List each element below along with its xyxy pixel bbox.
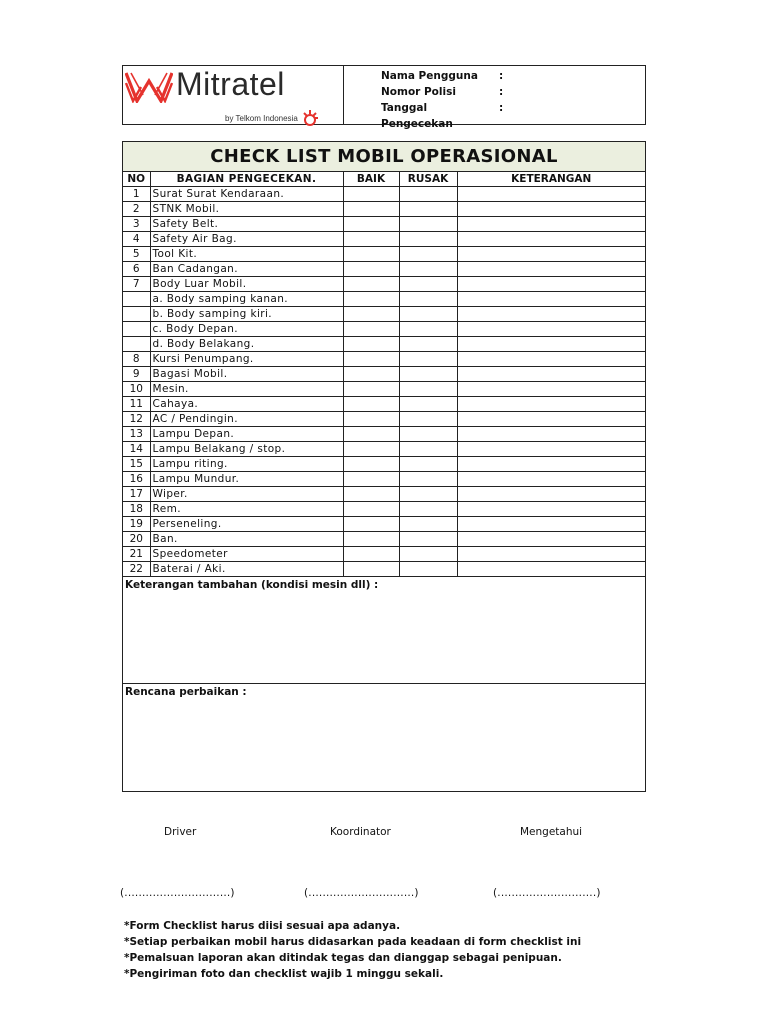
row-number: 22 — [123, 562, 150, 577]
signature-line-driver[interactable]: (..............................) — [120, 887, 235, 899]
row-number: 1 — [123, 187, 150, 202]
row-keterangan-cell[interactable] — [457, 337, 645, 352]
mitratel-logo-mark-icon — [125, 71, 173, 103]
row-number — [123, 292, 150, 307]
row-rusak-cell[interactable] — [399, 547, 457, 562]
row-rusak-cell[interactable] — [399, 262, 457, 277]
checklist-table-box — [122, 141, 646, 792]
extra-notes-label: Keterangan tambahan (kondisi mesin dll) : — [125, 579, 379, 591]
header-baik: BAIK — [343, 172, 399, 187]
row-keterangan-cell[interactable] — [457, 322, 645, 337]
header-no: NO — [123, 172, 150, 187]
table-row — [123, 217, 645, 232]
row-number — [123, 337, 150, 352]
row-item: Wiper. — [150, 487, 343, 502]
table-row — [123, 232, 645, 247]
row-rusak-cell[interactable] — [399, 352, 457, 367]
row-rusak-cell[interactable] — [399, 502, 457, 517]
row-baik-cell[interactable] — [343, 217, 399, 232]
row-baik-cell[interactable] — [343, 457, 399, 472]
row-keterangan-cell[interactable] — [457, 247, 645, 262]
row-number: 8 — [123, 352, 150, 367]
row-baik-cell[interactable] — [343, 547, 399, 562]
row-item: Safety Belt. — [150, 217, 343, 232]
table-row — [123, 412, 645, 427]
extra-notes-area[interactable] — [123, 577, 645, 684]
plate-number-field[interactable]: : — [499, 86, 504, 98]
form-header — [122, 65, 646, 130]
check-date-field[interactable]: : — [499, 102, 504, 114]
row-number: 5 — [123, 247, 150, 262]
table-row — [123, 442, 645, 457]
row-baik-cell[interactable] — [343, 202, 399, 217]
row-item: Ban Cadangan. — [150, 262, 343, 277]
row-baik-cell[interactable] — [343, 262, 399, 277]
info-row-date — [381, 100, 645, 130]
row-rusak-cell[interactable] — [399, 202, 457, 217]
row-item: Lampu Belakang / stop. — [150, 442, 343, 457]
header-part: BAGIAN PENGECEKAN. — [150, 172, 343, 187]
row-number — [123, 307, 150, 322]
row-rusak-cell[interactable] — [399, 427, 457, 442]
row-number: 4 — [123, 232, 150, 247]
row-number: 14 — [123, 442, 150, 457]
table-row — [123, 367, 645, 382]
row-number: 6 — [123, 262, 150, 277]
row-baik-cell[interactable] — [343, 427, 399, 442]
row-keterangan-cell[interactable] — [457, 187, 645, 202]
user-name-label: Nama Pengguna — [381, 70, 478, 82]
table-row — [123, 352, 645, 367]
row-keterangan-cell[interactable] — [457, 277, 645, 292]
row-keterangan-cell[interactable] — [457, 532, 645, 547]
row-number: 19 — [123, 517, 150, 532]
telkom-logo-icon — [300, 109, 320, 127]
row-rusak-cell[interactable] — [399, 487, 457, 502]
row-item: AC / Pendingin. — [150, 412, 343, 427]
row-item: Cahaya. — [150, 397, 343, 412]
repair-plan-label: Rencana perbaikan : — [125, 686, 247, 698]
header-rusak: RUSAK — [399, 172, 457, 187]
row-number: 17 — [123, 487, 150, 502]
table-row — [123, 397, 645, 412]
row-item: Mesin. — [150, 382, 343, 397]
row-keterangan-cell[interactable] — [457, 307, 645, 322]
row-baik-cell[interactable] — [343, 277, 399, 292]
signature-role-coordinator: Koordinator — [330, 826, 391, 838]
row-keterangan-cell[interactable] — [457, 202, 645, 217]
row-number: 7 — [123, 277, 150, 292]
row-baik-cell[interactable] — [343, 397, 399, 412]
signature-role-driver: Driver — [164, 826, 197, 838]
row-keterangan-cell[interactable] — [457, 292, 645, 307]
row-number: 12 — [123, 412, 150, 427]
row-keterangan-cell[interactable] — [457, 262, 645, 277]
row-rusak-cell[interactable] — [399, 307, 457, 322]
row-keterangan-cell[interactable] — [457, 472, 645, 487]
row-keterangan-cell[interactable] — [457, 457, 645, 472]
check-date-label: Tanggal Pengecekan — [381, 102, 453, 130]
footnote-4: *Pengiriman foto dan checklist wajib 1 minggu sekali. — [124, 968, 444, 980]
row-item: Ban. — [150, 532, 343, 547]
row-item: Surat Surat Kendaraan. — [150, 187, 343, 202]
table-row — [123, 517, 645, 532]
info-row-plate — [381, 84, 645, 100]
row-baik-cell[interactable] — [343, 502, 399, 517]
row-keterangan-cell[interactable] — [457, 397, 645, 412]
table-header-row — [123, 172, 645, 187]
table-row — [123, 382, 645, 397]
row-rusak-cell[interactable] — [399, 292, 457, 307]
row-rusak-cell[interactable] — [399, 457, 457, 472]
checklist-title: CHECK LIST MOBIL OPERASIONAL — [123, 142, 645, 172]
vehicle-info — [344, 66, 645, 130]
row-number: 16 — [123, 472, 150, 487]
brand-tagline: by Telkom Indonesia — [225, 113, 298, 123]
row-baik-cell[interactable] — [343, 517, 399, 532]
row-keterangan-cell[interactable] — [457, 517, 645, 532]
row-item: Kursi Penumpang. — [150, 352, 343, 367]
row-number: 3 — [123, 217, 150, 232]
row-rusak-cell[interactable] — [399, 442, 457, 457]
row-item: Safety Air Bag. — [150, 232, 343, 247]
row-item: Lampu Mundur. — [150, 472, 343, 487]
row-item: Bagasi Mobil. — [150, 367, 343, 382]
row-item: Rem. — [150, 502, 343, 517]
row-rusak-cell[interactable] — [399, 247, 457, 262]
row-item: STNK Mobil. — [150, 202, 343, 217]
row-number: 9 — [123, 367, 150, 382]
row-number — [123, 322, 150, 337]
signature-role-approver: Mengetahui — [520, 826, 583, 838]
table-row — [123, 562, 645, 577]
table-row — [123, 547, 645, 562]
row-number: 18 — [123, 502, 150, 517]
row-rusak-cell[interactable] — [399, 367, 457, 382]
row-keterangan-cell[interactable] — [457, 562, 645, 577]
row-baik-cell[interactable] — [343, 442, 399, 457]
row-rusak-cell[interactable] — [399, 532, 457, 547]
repair-plan-area[interactable] — [123, 684, 645, 791]
row-keterangan-cell[interactable] — [457, 487, 645, 502]
row-keterangan-cell[interactable] — [457, 427, 645, 442]
row-item: a. Body samping kanan. — [150, 292, 343, 307]
row-item: Perseneling. — [150, 517, 343, 532]
row-baik-cell[interactable] — [343, 562, 399, 577]
table-row — [123, 472, 645, 487]
row-baik-cell[interactable] — [343, 472, 399, 487]
row-item: Baterai / Aki. — [150, 562, 343, 577]
signature-line-approver[interactable]: (............................) — [493, 887, 601, 899]
table-row — [123, 487, 645, 502]
row-keterangan-cell[interactable] — [457, 382, 645, 397]
row-baik-cell[interactable] — [343, 367, 399, 382]
row-keterangan-cell[interactable] — [457, 547, 645, 562]
header-keterangan: KETERANGAN — [457, 172, 645, 187]
row-keterangan-cell[interactable] — [457, 502, 645, 517]
brand-name: Mitratel — [176, 66, 285, 102]
row-number: 20 — [123, 532, 150, 547]
row-number: 2 — [123, 202, 150, 217]
row-rusak-cell[interactable] — [399, 472, 457, 487]
row-baik-cell[interactable] — [343, 247, 399, 262]
plate-number-label: Nomor Polisi — [381, 86, 456, 98]
row-keterangan-cell[interactable] — [457, 412, 645, 427]
row-baik-cell[interactable] — [343, 412, 399, 427]
table-row — [123, 202, 645, 217]
row-rusak-cell[interactable] — [399, 337, 457, 352]
row-number: 10 — [123, 382, 150, 397]
checklist-rows — [123, 187, 645, 577]
row-baik-cell[interactable] — [343, 232, 399, 247]
row-number: 21 — [123, 547, 150, 562]
row-number: 11 — [123, 397, 150, 412]
row-keterangan-cell[interactable] — [457, 352, 645, 367]
table-row — [123, 532, 645, 547]
row-rusak-cell[interactable] — [399, 187, 457, 202]
row-item: Body Luar Mobil. — [150, 277, 343, 292]
row-item: c. Body Depan. — [150, 322, 343, 337]
footnote-3: *Pemalsuan laporan akan ditindak tegas dan dianggap sebagai penipuan. — [124, 952, 562, 964]
row-keterangan-cell[interactable] — [457, 232, 645, 247]
row-baik-cell[interactable] — [343, 337, 399, 352]
table-row — [123, 307, 645, 322]
row-baik-cell[interactable] — [343, 322, 399, 337]
row-item: Speedometer — [150, 547, 343, 562]
row-number: 15 — [123, 457, 150, 472]
table-row — [123, 277, 645, 292]
row-baik-cell[interactable] — [343, 352, 399, 367]
brand-tagline-group — [225, 109, 320, 127]
row-item: b. Body samping kiri. — [150, 307, 343, 322]
row-baik-cell[interactable] — [343, 487, 399, 502]
row-baik-cell[interactable] — [343, 382, 399, 397]
row-number: 13 — [123, 427, 150, 442]
row-rusak-cell[interactable] — [399, 412, 457, 427]
row-keterangan-cell[interactable] — [457, 442, 645, 457]
row-baik-cell[interactable] — [343, 307, 399, 322]
row-rusak-cell[interactable] — [399, 277, 457, 292]
row-item: Tool Kit. — [150, 247, 343, 262]
table-row — [123, 247, 645, 262]
table-row — [123, 322, 645, 337]
row-rusak-cell[interactable] — [399, 322, 457, 337]
row-rusak-cell[interactable] — [399, 397, 457, 412]
table-row — [123, 427, 645, 442]
table-row — [123, 457, 645, 472]
row-baik-cell[interactable] — [343, 292, 399, 307]
row-rusak-cell[interactable] — [399, 562, 457, 577]
signature-line-coordinator[interactable]: (..............................) — [304, 887, 419, 899]
row-rusak-cell[interactable] — [399, 217, 457, 232]
footnotes — [124, 918, 581, 982]
row-item: Lampu riting. — [150, 457, 343, 472]
checklist-table — [123, 172, 645, 577]
table-row — [123, 337, 645, 352]
row-item: d. Body Belakang. — [150, 337, 343, 352]
footnote-2: *Setiap perbaikan mobil harus didasarkan pada keadaan di form checklist ini — [124, 936, 582, 948]
row-rusak-cell[interactable] — [399, 517, 457, 532]
logo-area — [123, 66, 344, 124]
table-row — [123, 262, 645, 277]
table-row — [123, 502, 645, 517]
row-rusak-cell[interactable] — [399, 232, 457, 247]
row-keterangan-cell[interactable] — [457, 217, 645, 232]
info-row-user — [381, 68, 645, 84]
user-name-field[interactable]: : — [499, 70, 504, 82]
row-keterangan-cell[interactable] — [457, 367, 645, 382]
table-row — [123, 292, 645, 307]
footnote-1: *Form Checklist harus diisi sesuai apa adanya. — [124, 920, 401, 932]
row-baik-cell[interactable] — [343, 532, 399, 547]
row-item: Lampu Depan. — [150, 427, 343, 442]
table-row — [123, 187, 645, 202]
row-rusak-cell[interactable] — [399, 382, 457, 397]
row-baik-cell[interactable] — [343, 187, 399, 202]
